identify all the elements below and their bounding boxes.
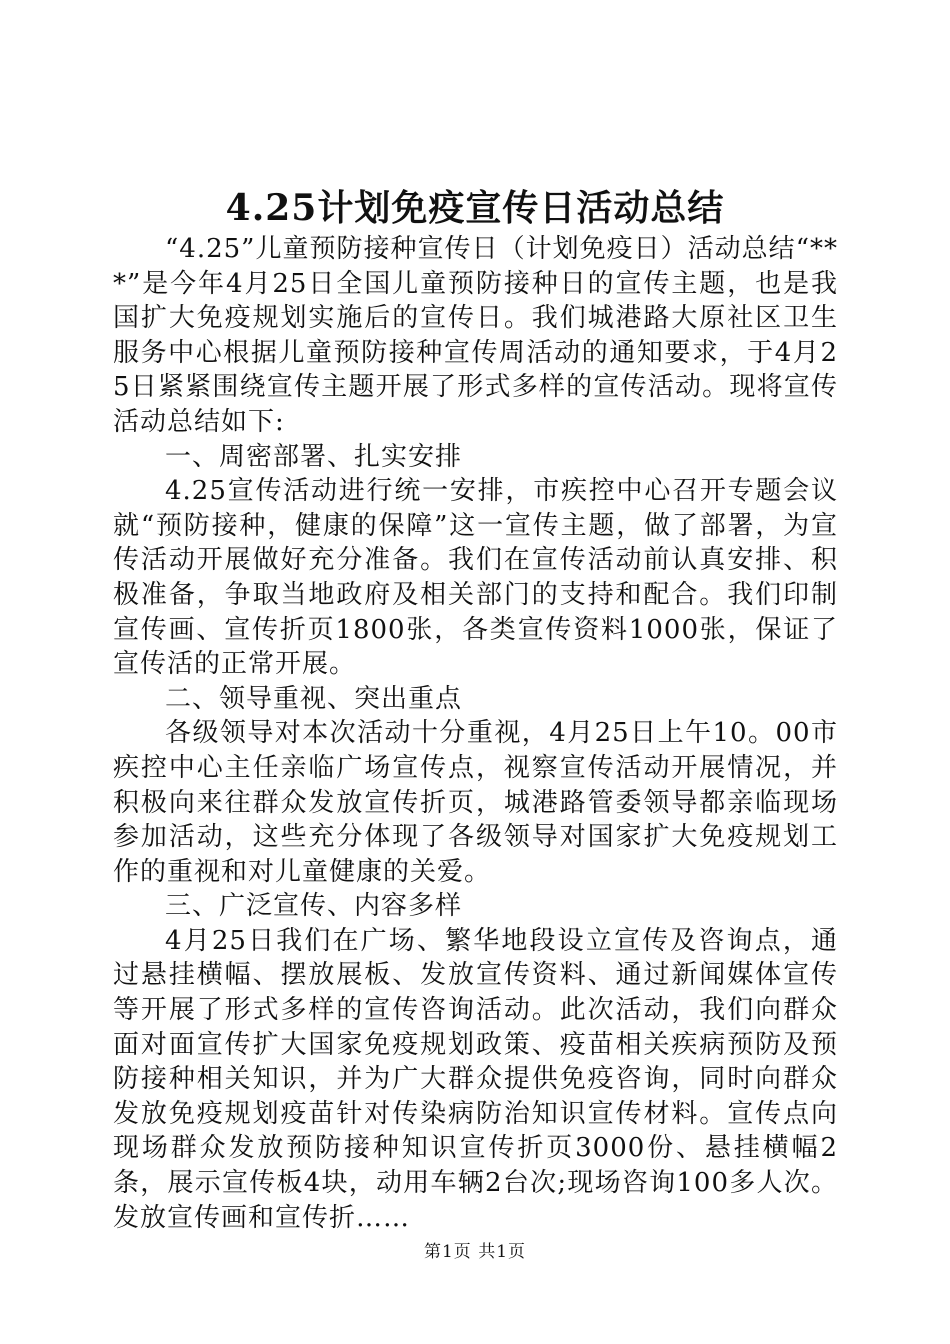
paragraph-section-1: 4.25宣传活动进行统一安排，市疾控中心召开专题会议就“预防接种，健康的保障”这一宣传主题，做了部署，为宣传活动开展做好充分准备。我们在宣传活动前认真安排、积极准备，争取当地政府及相关部门的支持和配合。我们印制宣传画、宣传折页1800张，各类宣传资料1000张，保证了宣传活的正常开展。 [113, 476, 838, 680]
document-body [113, 232, 838, 1235]
document-title: 4.25计划免疫宣传日活动总结 [225, 187, 725, 229]
paragraph-section-2: 各级领导对本次活动十分重视，4月25日上午10。00市疾控中心主任亲临广场宣传点，视察宣传活动开展情况，并积极向来往群众发放宣传折页，城港路管委领导都亲临现场参加活动，这些充分体现了各级领导对国家扩大免疫规划工作的重视和对儿童健康的关爱。 [113, 718, 838, 887]
section-heading-3: 三、广泛宣传、内容多样 [165, 891, 463, 922]
section-heading-1: 一、周密部署、扎实安排 [165, 441, 463, 472]
section-heading-2: 二、领导重视、突出重点 [165, 683, 463, 714]
page-footer: 第1页 共1页 [423, 1242, 527, 1262]
paragraph-intro: “4.25”儿童预防接种宣传日（计划免疫日）活动总结“***”是今年4月25日全国儿童预防接种日的宣传主题，也是我国扩大免疫规划实施后的宣传日。我们城港路大原社区卫生服务中心根据儿童预防接种宣传周活动的通知要求，于4月25日紧紧围绕宣传主题开展了形式多样的宣传活动。现将宣传活动总结如下: [113, 234, 838, 437]
paragraph-section-3: 4月25日我们在广场、繁华地段设立宣传及咨询点，通过悬挂横幅、摆放展板、发放宣传资料、通过新闻媒体宣传等开展了形式多样的宣传咨询活动。此次活动，我们向群众面对面宣传扩大国家免疫规划政策、疫苗相关疾病预防及预防接种相关知识，并为广大群众提供免疫咨询，同时向群众发放免疫规划疫苗针对传染病防治知识宣传材料。宣传点向现场群众发放预防接种知识宣传折页3000份、悬挂横幅2条，展示宣传板4块，动用车辆2台次;现场咨询100多人次。发放宣传画和宣传折…… [113, 925, 838, 1233]
